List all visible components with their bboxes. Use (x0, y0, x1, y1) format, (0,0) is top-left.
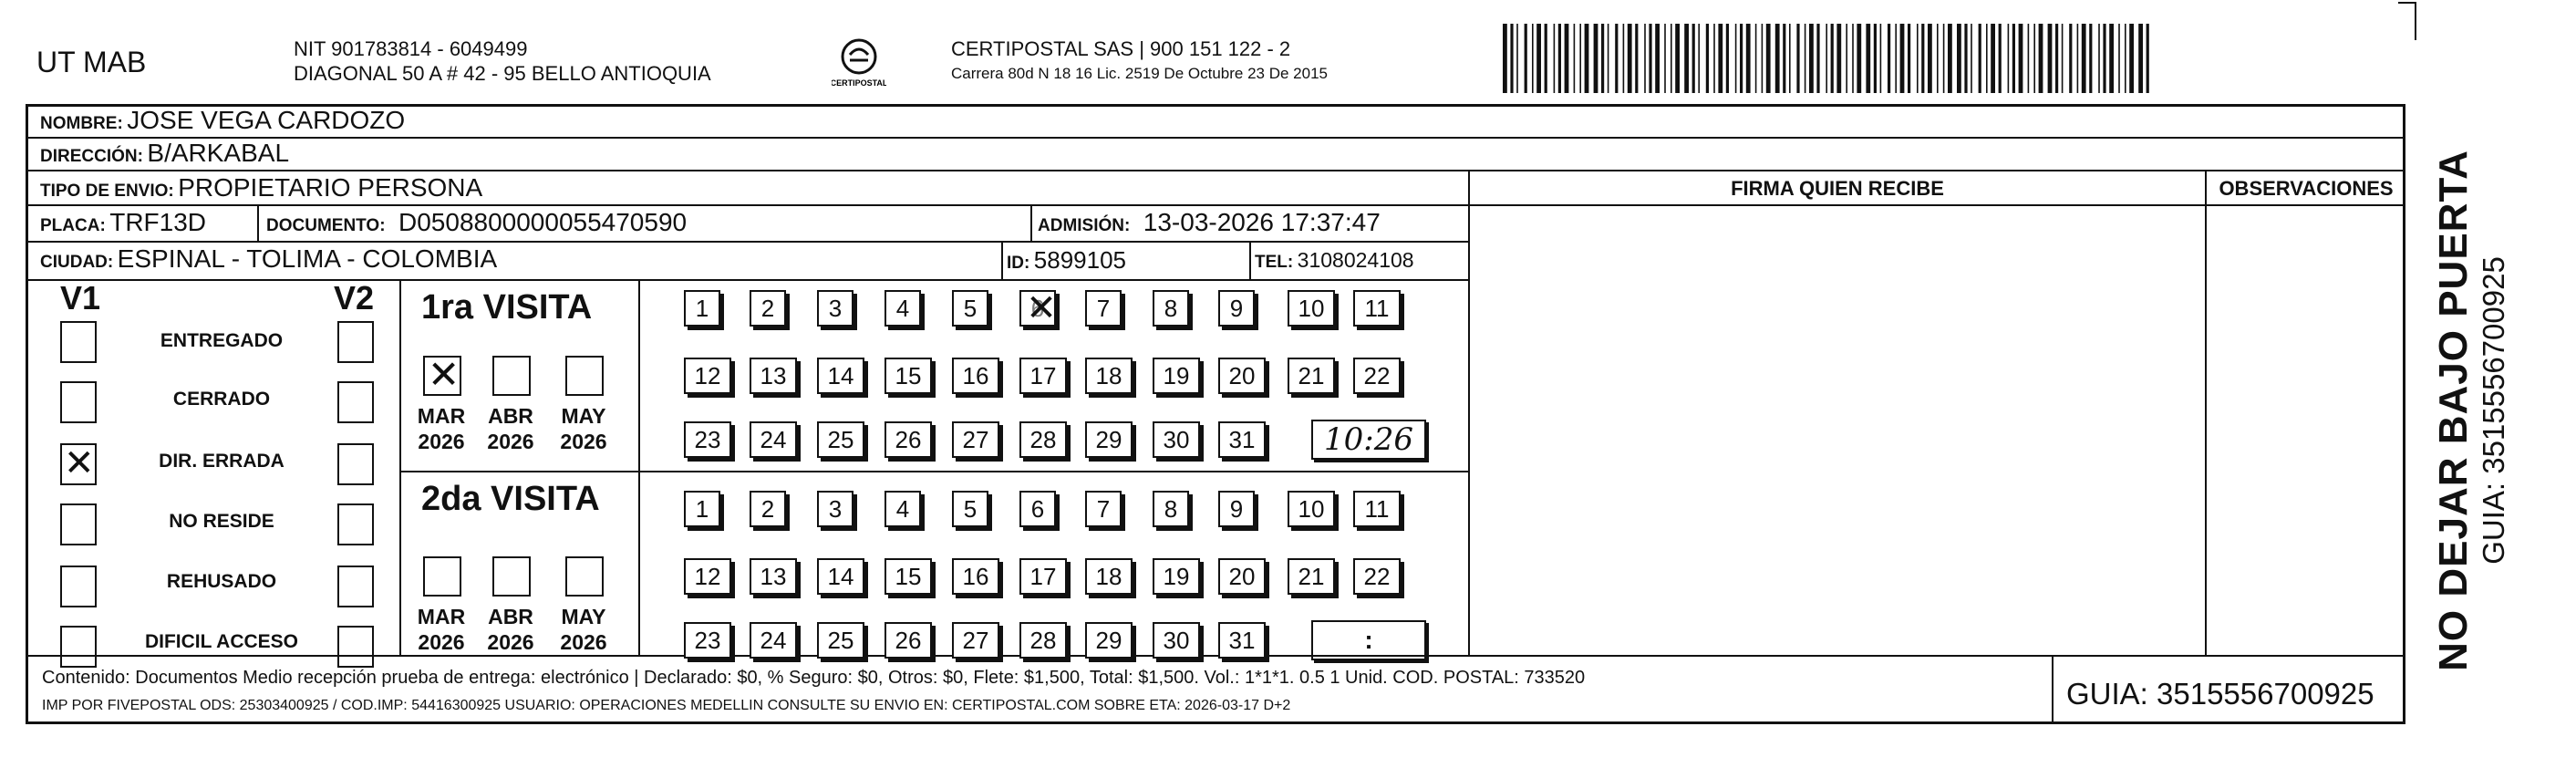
sender-nit: NIT 901783814 - 6049499 (294, 37, 528, 60)
month-checkbox[interactable] (423, 356, 461, 396)
day-box-13[interactable]: 13 (750, 558, 797, 595)
day-box-1[interactable]: 1 (684, 290, 720, 327)
day-box-11[interactable]: 11 (1353, 290, 1401, 327)
barcode-bar (2012, 24, 2015, 93)
day-box-17[interactable]: 17 (1019, 558, 1067, 595)
v2-checkbox[interactable] (337, 321, 374, 363)
status-label: ENTREGADO (160, 330, 284, 351)
barcode-bar (1857, 24, 1861, 93)
day-box-22[interactable]: 22 (1353, 558, 1401, 595)
carrier-info (951, 36, 1328, 86)
barcode-bar (1579, 24, 1581, 93)
barcode-bar (2019, 24, 2023, 93)
barcode-bar (1675, 24, 1680, 93)
admision-value: 13-03-2026 17:37:47 (1143, 208, 1381, 236)
barcode-bar (1698, 24, 1700, 93)
day-box-12[interactable]: 12 (684, 358, 731, 394)
barcode-bar (1755, 24, 1757, 93)
barcode-bar (1836, 24, 1841, 93)
day-box-3[interactable]: 3 (817, 290, 853, 327)
carrier-name: CERTIPOSTAL SAS | 900 151 122 - 2 (951, 37, 1291, 60)
barcode-bar (1554, 24, 1556, 93)
v2-checkbox[interactable] (337, 381, 374, 423)
barcode-bar (1684, 24, 1689, 93)
barcode-bar (1671, 24, 1672, 93)
direccion-field (40, 139, 289, 168)
barcode-bar (1999, 24, 2002, 93)
barcode-bar (1796, 24, 1799, 93)
barcode-bar (1623, 24, 1625, 93)
barcode-bar (1766, 24, 1771, 93)
day-box-15[interactable]: 15 (885, 358, 932, 394)
barcode-bar (1888, 24, 1890, 93)
day-box-16[interactable]: 16 (952, 358, 999, 394)
barcode-bar (2082, 24, 2086, 93)
barcode-bar (1880, 24, 1882, 93)
day-box-18[interactable]: 18 (1085, 358, 1133, 394)
v1-header: V1 (60, 279, 101, 317)
placa-value: TRF13D (109, 208, 207, 236)
day-box-3[interactable]: 3 (817, 491, 853, 527)
placa-field (40, 208, 206, 237)
day-box-16[interactable]: 16 (952, 558, 999, 595)
day-box-9[interactable]: 9 (1218, 290, 1255, 327)
row-divider (26, 655, 2405, 657)
v1-checkbox[interactable] (60, 626, 97, 668)
barcode-bar (1937, 24, 1939, 93)
day-box-12[interactable]: 12 (684, 558, 731, 595)
col-divider (1001, 241, 1003, 279)
id-label: ID: (1007, 254, 1030, 273)
barcode-bar (1866, 24, 1870, 93)
ciudad-label: CIUDAD: (40, 253, 114, 272)
barcode-bar (1846, 24, 1847, 93)
day-box-19[interactable]: 19 (1153, 558, 1200, 595)
day-box-27[interactable]: 27 (952, 622, 999, 659)
day-box-20[interactable]: 20 (1218, 358, 1266, 394)
tipo-envio-label: TIPO DE ENVIO: (40, 182, 174, 201)
day-box-24[interactable]: 24 (750, 622, 797, 659)
ciudad-field (40, 244, 497, 274)
month-label (556, 403, 611, 454)
col-divider (2205, 170, 2207, 655)
col-divider (1030, 204, 1032, 241)
barcode-bar (1971, 24, 1972, 93)
barcode-bar (2028, 24, 2030, 93)
side-guia: GUIA: 3515556700925 (2477, 256, 2510, 565)
barcode-bar (1644, 24, 1646, 93)
barcode-bar (2118, 24, 2120, 93)
v1-checkbox[interactable] (60, 381, 97, 423)
status-label: CERRADO (172, 389, 271, 410)
month-label (414, 403, 469, 454)
barcode-bar (1718, 24, 1723, 93)
barcode-bar (1826, 24, 1827, 93)
barcode-bar (1908, 24, 1910, 93)
col-divider (1468, 170, 1470, 655)
barcode-bar (2039, 24, 2043, 93)
barcode-bar (1816, 24, 1819, 93)
certipostal-logo (832, 33, 886, 97)
day-box-7[interactable]: 7 (1085, 491, 1122, 527)
month-year: 2026 (418, 630, 465, 654)
visit-1-title: 1ra VISITA (421, 288, 593, 327)
status-label: DIFICIL ACCESO (144, 631, 298, 652)
barcode-bar (1921, 24, 1924, 93)
day-box-17[interactable]: 17 (1019, 358, 1067, 394)
v2-header: V2 (334, 279, 375, 317)
month-checkbox[interactable] (492, 356, 531, 396)
row-divider (399, 471, 1468, 472)
v2-checkbox[interactable] (337, 503, 374, 545)
sender-info (294, 36, 711, 86)
day-box-4[interactable]: 4 (885, 290, 921, 327)
tel-label: TEL: (1255, 253, 1294, 272)
day-box-13[interactable]: 13 (750, 358, 797, 394)
print-info-line: IMP POR FIVEPOSTAL ODS: 25303400925 / COD.IMP: 54416300925 USUARIO: OPERACIONES MEDELLIN CONSULTE SU ENVIO EN: CERTIPOSTAL.COM SOBRE ETA: 2026-03-17 D+2 (42, 698, 1291, 713)
barcode-bar (1726, 24, 1729, 93)
day-box-22[interactable]: 22 (1353, 358, 1401, 394)
direccion-label: DIRECCIÓN: (40, 147, 143, 166)
day-box-28[interactable]: 28 (1019, 622, 1067, 659)
barcode (1503, 24, 2150, 93)
month-name: MAY (561, 404, 606, 428)
month-name: MAR (417, 605, 466, 628)
barcode-bar (1615, 24, 1618, 93)
firma-header: FIRMA QUIEN RECIBE (1731, 177, 1944, 200)
barcode-bar (1979, 24, 1981, 93)
barcode-bar (2062, 24, 2064, 93)
day-box-29[interactable]: 29 (1085, 622, 1133, 659)
day-box-31[interactable]: 31 (1218, 421, 1266, 458)
month-label (483, 604, 538, 655)
day-box-10[interactable]: 10 (1288, 491, 1335, 527)
tipo-envio-field (40, 173, 482, 202)
tel-field (1255, 248, 1414, 273)
v1-checkbox[interactable] (60, 443, 97, 485)
nombre-label: NOMBRE: (40, 114, 123, 133)
day-box-27[interactable]: 27 (952, 421, 999, 458)
barcode-bar (1986, 24, 1988, 93)
month-checkbox[interactable] (565, 556, 604, 597)
day-box-19[interactable]: 19 (1153, 358, 1200, 394)
month-year: 2026 (418, 430, 465, 453)
day-box-25[interactable]: 25 (817, 421, 864, 458)
day-box-21[interactable]: 21 (1288, 558, 1335, 595)
barcode-bar (2055, 24, 2058, 93)
row-divider (26, 279, 1468, 281)
barcode-bar (1649, 24, 1651, 93)
barcode-bar (1900, 24, 1905, 93)
day-box-24[interactable]: 24 (750, 421, 797, 458)
v2-checkbox[interactable] (337, 443, 374, 485)
v2-checkbox[interactable] (337, 626, 374, 668)
observaciones-header: OBSERVACIONES (2219, 177, 2394, 200)
row-divider (26, 137, 2405, 139)
barcode-bar (1805, 24, 1806, 93)
barcode-bar (1655, 24, 1660, 93)
no-dejar-warning: NO DEJAR BAJO PUERTA (2431, 150, 2476, 671)
barcode-bar (1574, 24, 1576, 93)
day-box-11[interactable]: 11 (1353, 491, 1401, 527)
day-box-29[interactable]: 29 (1085, 421, 1133, 458)
barcode-bar (1510, 24, 1513, 93)
day-box-8[interactable]: 8 (1153, 491, 1189, 527)
documento-label: DOCUMENTO: (266, 216, 386, 235)
visit-2-title: 2da VISITA (421, 480, 600, 518)
visit-time[interactable]: 10:26 (1311, 420, 1426, 460)
row-divider (26, 204, 1468, 206)
col-divider (638, 279, 640, 655)
day-box-5[interactable]: 5 (952, 290, 988, 327)
barcode-bar (1706, 24, 1709, 93)
barcode-bar (1948, 24, 1952, 93)
barcode-bar (2103, 24, 2105, 93)
barcode-bar (2077, 24, 2079, 93)
row-divider (26, 170, 2405, 171)
barcode-bar (2089, 24, 2092, 93)
row-divider (1468, 204, 2405, 206)
side-notice (2431, 150, 2511, 671)
barcode-bar (1789, 24, 1791, 93)
day-box-1[interactable]: 1 (684, 491, 720, 527)
barcode-bar (1809, 24, 1814, 93)
month-name: MAR (417, 404, 466, 428)
day-box-14[interactable]: 14 (817, 558, 864, 595)
status-label: DIR. ERRADA (159, 451, 284, 472)
corner-mark (2398, 2, 2416, 40)
col-divider (399, 279, 401, 655)
documento-field (266, 208, 687, 237)
barcode-bar (1503, 24, 1507, 93)
barcode-bar (2008, 24, 2010, 93)
ciudad-value: ESPINAL - TOLIMA - COLOMBIA (117, 244, 498, 273)
barcode-bar (1957, 24, 1961, 93)
day-box-10[interactable]: 10 (1288, 290, 1335, 327)
barcode-bar (1917, 24, 1919, 93)
barcode-bar (1964, 24, 1967, 93)
contents-line: Contenido: Documentos Medio recepción prueba de entrega: electrónico | Declarado: $0, % Seguro: $0, Otros: $0, Flete: $1,500, Total: $1,500. Vol.: 1*1*1. 0.5 1 Unid. COD. POSTAL: 733520 (42, 668, 1586, 688)
month-year: 2026 (560, 430, 607, 453)
status-label: NO RESIDE (169, 511, 274, 532)
day-box-23[interactable]: 23 (684, 622, 731, 659)
day-box-15[interactable]: 15 (885, 558, 932, 595)
visit-time[interactable]: : (1311, 620, 1426, 660)
barcode-bar (2048, 24, 2053, 93)
documento-value: D0508800000055470590 (398, 208, 688, 236)
month-checkbox[interactable] (492, 556, 531, 597)
barcode-bar (1545, 24, 1547, 93)
v1-checkbox[interactable] (60, 566, 97, 607)
day-box-21[interactable]: 21 (1288, 358, 1335, 394)
direccion-value: B/ARKABAL (147, 139, 290, 167)
barcode-bar (1664, 24, 1666, 93)
month-year: 2026 (487, 430, 534, 453)
barcode-bar (2147, 24, 2149, 93)
month-name: MAY (561, 605, 606, 628)
barcode-bar (1628, 24, 1632, 93)
barcode-bar (2109, 24, 2114, 93)
barcode-bar (1536, 24, 1541, 93)
day-box-20[interactable]: 20 (1218, 558, 1266, 595)
barcode-bar (1713, 24, 1715, 93)
day-box-14[interactable]: 14 (817, 358, 864, 394)
barcode-bar (1516, 24, 1518, 93)
barcode-bar (1692, 24, 1695, 93)
guia-number: GUIA: 3515556700925 (2066, 677, 2374, 711)
day-box-25[interactable]: 25 (817, 622, 864, 659)
day-box-8[interactable]: 8 (1153, 290, 1189, 327)
barcode-bar (1928, 24, 1932, 93)
col-divider (1249, 241, 1251, 279)
day-box-31[interactable]: 31 (1218, 622, 1266, 659)
day-box-4[interactable]: 4 (885, 491, 921, 527)
barcode-bar (1601, 24, 1604, 93)
barcode-bar (1831, 24, 1834, 93)
day-box-26[interactable]: 26 (885, 421, 932, 458)
id-field (1007, 246, 1126, 275)
nombre-value: JOSE VEGA CARDOZO (127, 106, 406, 134)
month-name: ABR (488, 404, 533, 428)
barcode-bar (2098, 24, 2100, 93)
month-label (556, 604, 611, 655)
barcode-bar (2138, 24, 2143, 93)
status-label: REHUSADO (166, 571, 277, 592)
logo-text: CERTIPOSTAL (832, 78, 886, 88)
col-divider (257, 204, 259, 241)
tipo-envio-value: PROPIETARIO PERSONA (178, 173, 483, 202)
barcode-bar (1735, 24, 1737, 93)
barcode-bar (1895, 24, 1897, 93)
barcode-bar (1991, 24, 1995, 93)
barcode-bar (1565, 24, 1569, 93)
v2-checkbox[interactable] (337, 566, 374, 607)
barcode-bar (1746, 24, 1751, 93)
placa-label: PLACA: (40, 216, 106, 235)
day-box-5[interactable]: 5 (952, 491, 988, 527)
day-box-18[interactable]: 18 (1085, 558, 1133, 595)
barcode-bar (1532, 24, 1534, 93)
carrier-address: Carrera 80d N 18 16 Lic. 2519 De Octubre 23 De 2015 (951, 65, 1328, 82)
day-box-2[interactable]: 2 (750, 491, 786, 527)
barcode-bar (1635, 24, 1638, 93)
barcode-bar (1525, 24, 1527, 93)
barcode-bar (2033, 24, 2035, 93)
barcode-bar (2129, 24, 2134, 93)
day-box-30[interactable]: 30 (1153, 421, 1200, 458)
barcode-bar (1594, 24, 1598, 93)
barcode-bar (1585, 24, 1589, 93)
day-box-6[interactable]: 6 ✕ (1019, 290, 1056, 327)
admision-label: ADMISIÓN: (1038, 216, 1131, 235)
month-year: 2026 (560, 630, 607, 654)
month-label (414, 604, 469, 655)
month-checkbox[interactable] (565, 356, 604, 396)
barcode-bar (2069, 24, 2072, 93)
barcode-bar (1943, 24, 1945, 93)
v1-checkbox[interactable] (60, 321, 97, 363)
month-checkbox[interactable] (423, 556, 461, 597)
sender-name: UT MAB (36, 46, 147, 78)
barcode-bar (1558, 24, 1561, 93)
row-divider (26, 241, 1468, 243)
barcode-bar (1852, 24, 1854, 93)
tel-value: 3108024108 (1297, 248, 1414, 272)
barcode-bar (1783, 24, 1785, 93)
month-year: 2026 (487, 630, 534, 654)
day-box-7[interactable]: 7 (1085, 290, 1122, 327)
nombre-field (40, 106, 405, 135)
sender-address: DIAGONAL 50 A # 42 - 95 BELLO ANTIOQUIA (294, 62, 711, 85)
day-box-2[interactable]: 2 (750, 290, 786, 327)
barcode-bar (1608, 24, 1609, 93)
barcode-bar (2125, 24, 2126, 93)
day-box-30[interactable]: 30 (1153, 622, 1200, 659)
barcode-bar (1775, 24, 1780, 93)
day-box-28[interactable]: 28 (1019, 421, 1067, 458)
day-box-6[interactable]: 6 (1019, 491, 1056, 527)
month-label (483, 403, 538, 454)
id-value: 5899105 (1033, 246, 1127, 274)
month-name: ABR (488, 605, 533, 628)
barcode-bar (1740, 24, 1743, 93)
v1-checkbox[interactable] (60, 503, 97, 545)
barcode-bar (1874, 24, 1877, 93)
barcode-bar (1762, 24, 1764, 93)
admision-field (1038, 208, 1381, 237)
day-box-23[interactable]: 23 (684, 421, 731, 458)
day-box-9[interactable]: 9 (1218, 491, 1255, 527)
day-box-26[interactable]: 26 (885, 622, 932, 659)
